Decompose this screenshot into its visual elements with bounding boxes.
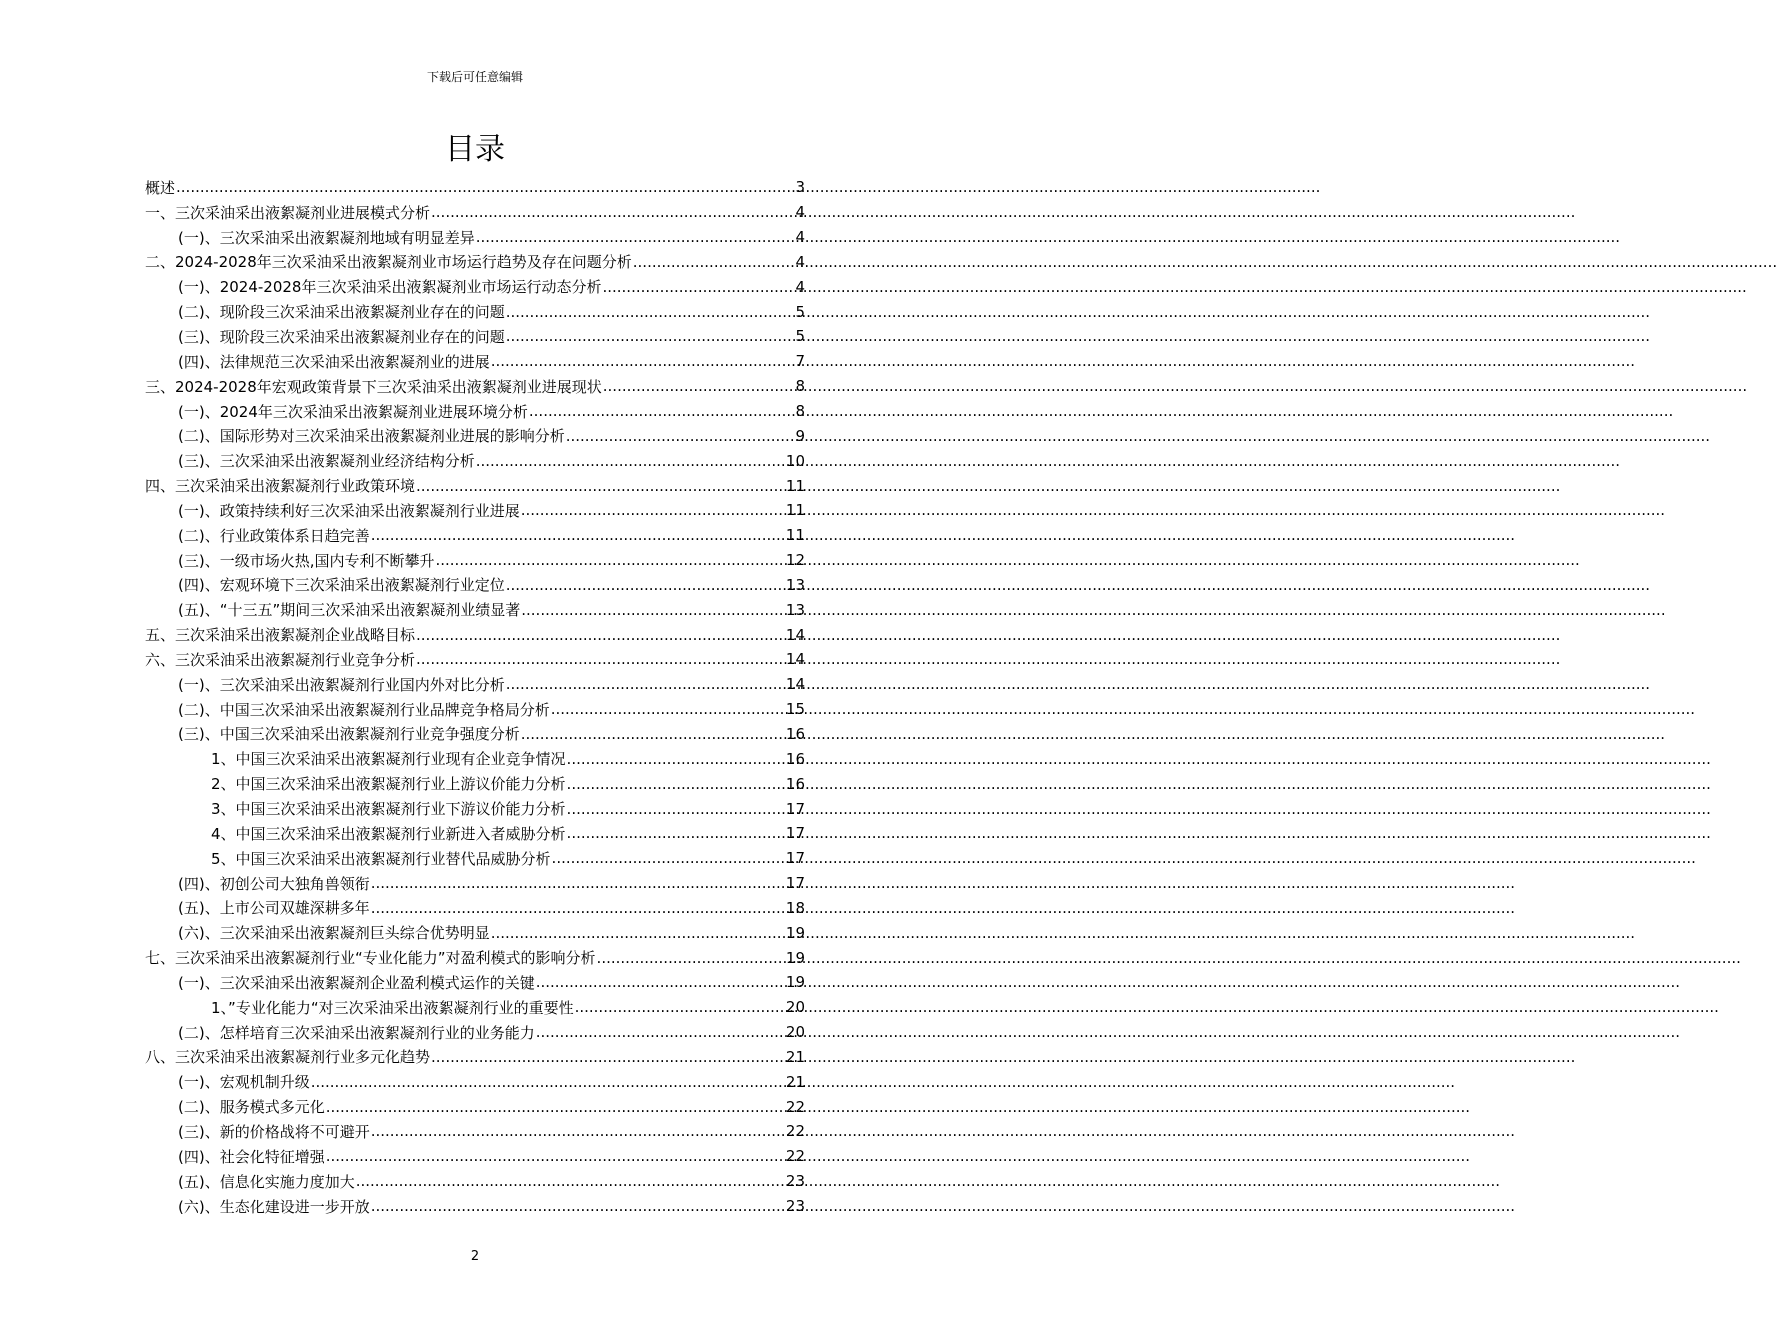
toc-entry[interactable] — [145, 771, 805, 796]
toc-entry-label: 一、三次采油采出液絮凝剂业进展模式分析 — [145, 203, 431, 222]
toc-entry-page: 19 — [785, 948, 805, 967]
toc-entry-page: 14 — [785, 675, 805, 694]
toc-dot-leader — [506, 576, 785, 594]
toc-entry[interactable] — [145, 970, 805, 995]
toc-entry[interactable] — [145, 1144, 805, 1169]
toc-entry-label: (二)、国际形势对三次采油采出液絮凝剂业进展的影响分析 — [178, 427, 565, 446]
toc-entry-label: 三、2024-2028年宏观政策背景下三次采油采出液絮凝剂业进展现状 — [145, 377, 602, 396]
toc-dot-leader — [521, 601, 785, 619]
toc-entry-label: (五)、信息化实施力度加大 — [178, 1172, 355, 1191]
toc-entry-label: 1、”专业化能力“对三次采油采出液絮凝剂行业的重要性 — [211, 998, 574, 1017]
toc-entry[interactable] — [145, 349, 805, 374]
toc-entry[interactable] — [145, 995, 805, 1020]
toc-dot-leader — [371, 1122, 785, 1140]
toc-dot-leader — [633, 253, 795, 271]
toc-dot-leader — [476, 452, 785, 470]
toc-entry-page: 19 — [785, 923, 805, 942]
toc-entry-label: (五)、“十三五”期间三次采油采出液絮凝剂业绩显著 — [178, 601, 521, 620]
toc-entry-page: 4 — [795, 228, 805, 247]
toc-entry[interactable] — [145, 647, 805, 672]
toc-entry-label: (一)、三次采油采出液絮凝剂企业盈利模式运作的关键 — [178, 973, 535, 992]
toc-entry-label: (一)、2024年三次采油采出液絮凝剂业进展环境分析 — [178, 402, 528, 421]
toc-dot-leader — [416, 626, 785, 644]
toc-dot-leader — [551, 700, 785, 718]
toc-dot-leader — [521, 501, 785, 519]
toc-entry-page: 21 — [785, 1072, 805, 1091]
toc-dot-leader — [326, 1098, 785, 1116]
toc-dot-leader — [602, 278, 794, 296]
toc-entry[interactable] — [145, 945, 805, 970]
page-number: 2 — [470, 1249, 480, 1264]
toc-dot-leader — [536, 1023, 785, 1041]
toc-entry[interactable] — [145, 1069, 805, 1094]
toc-entry-label: (二)、现阶段三次采油采出液絮凝剂业存在的问题 — [178, 303, 505, 322]
toc-entry[interactable] — [145, 548, 805, 573]
toc-entry-page: 14 — [785, 650, 805, 669]
toc-entry[interactable] — [145, 250, 805, 275]
toc-dot-leader — [356, 1172, 785, 1190]
toc-dot-leader — [567, 824, 785, 842]
toc-dot-leader — [603, 377, 795, 395]
toc-entry[interactable] — [145, 895, 805, 920]
toc-entry-label: 概述 — [145, 178, 176, 197]
toc-entry[interactable] — [145, 1045, 805, 1070]
toc-dot-leader — [506, 303, 795, 321]
toc-dot-leader — [416, 650, 785, 668]
toc-entry-page: 8 — [795, 402, 805, 421]
toc-entry-label: 五、三次采油采出液絮凝剂企业战略目标 — [145, 626, 416, 645]
toc-entry-label: (三)、一级市场火热,国内专利不断攀升 — [178, 551, 435, 570]
toc-entry-page: 11 — [785, 526, 805, 545]
table-of-contents — [145, 175, 805, 1218]
toc-dot-leader — [371, 899, 785, 917]
toc-dot-leader — [476, 228, 795, 246]
toc-entry-page: 8 — [795, 377, 805, 396]
toc-entry-page: 14 — [785, 625, 805, 644]
toc-entry-page: 10 — [785, 451, 805, 470]
toc-entry[interactable] — [145, 399, 805, 424]
toc-entry-page: 12 — [785, 551, 805, 570]
toc-dot-leader — [431, 203, 794, 221]
toc-entry-label: 3、中国三次采油采出液絮凝剂行业下游议价能力分析 — [211, 800, 566, 819]
toc-entry-page: 18 — [785, 898, 805, 917]
toc-entry-page: 15 — [785, 700, 805, 719]
toc-entry[interactable] — [145, 920, 805, 945]
toc-entry-label: 5、中国三次采油采出液絮凝剂行业替代品威胁分析 — [211, 849, 551, 868]
toc-dot-leader — [521, 725, 785, 743]
toc-entry-page: 9 — [795, 426, 805, 445]
toc-dot-leader — [431, 1048, 785, 1066]
toc-entry-label: 四、三次采油采出液絮凝剂行业政策环境 — [145, 477, 416, 496]
toc-entry[interactable] — [145, 1194, 805, 1219]
toc-entry-page: 17 — [785, 799, 805, 818]
toc-entry-page: 17 — [785, 874, 805, 893]
toc-entry-page: 5 — [795, 302, 805, 321]
toc-dot-leader — [326, 1147, 785, 1165]
toc-entry-label: (一)、三次采油采出液絮凝剂地域有明显差异 — [178, 228, 475, 247]
toc-dot-leader — [176, 178, 794, 196]
toc-entry-page: 20 — [785, 998, 805, 1017]
toc-dot-leader — [567, 775, 785, 793]
toc-entry[interactable] — [145, 1094, 805, 1119]
toc-entry-label: (六)、三次采油采出液絮凝剂巨头综合优势明显 — [178, 924, 490, 943]
toc-entry-label: (四)、社会化特征增强 — [178, 1147, 325, 1166]
toc-entry-page: 5 — [795, 327, 805, 346]
toc-entry-page: 11 — [785, 476, 805, 495]
toc-entry[interactable] — [145, 374, 805, 399]
toc-entry-label: (二)、怎样培育三次采油采出液絮凝剂行业的业务能力 — [178, 1023, 535, 1042]
toc-entry[interactable] — [145, 722, 805, 747]
toc-entry-page: 23 — [785, 1197, 805, 1216]
toc-entry-page: 4 — [795, 203, 805, 222]
toc-entry-page: 13 — [785, 600, 805, 619]
toc-entry-label: (三)、现阶段三次采油采出液絮凝剂业存在的问题 — [178, 327, 505, 346]
toc-entry-label: (二)、服务模式多元化 — [178, 1098, 325, 1117]
toc-entry[interactable] — [145, 175, 805, 200]
toc-dot-leader — [506, 675, 785, 693]
toc-entry-label: 2、中国三次采油采出液絮凝剂行业上游议价能力分析 — [211, 775, 566, 794]
toc-entry-label: (五)、上市公司双雄深耕多年 — [178, 899, 370, 918]
toc-entry-label: 六、三次采油采出液絮凝剂行业竞争分析 — [145, 650, 416, 669]
toc-entry-page: 7 — [795, 352, 805, 371]
toc-entry-label: (二)、行业政策体系日趋完善 — [178, 526, 370, 545]
toc-entry[interactable] — [145, 796, 805, 821]
toc-entry-label: 二、2024-2028年三次采油采出液絮凝剂业市场运行趋势及存在问题分析 — [145, 253, 632, 272]
toc-dot-leader — [567, 800, 785, 818]
toc-dot-leader — [567, 750, 785, 768]
toc-entry-label: 1、中国三次采油采出液絮凝剂行业现有企业竞争情况 — [211, 750, 566, 769]
toc-entry[interactable] — [145, 200, 805, 225]
toc-entry[interactable] — [145, 448, 805, 473]
toc-entry[interactable] — [145, 672, 805, 697]
toc-entry-page: 19 — [785, 973, 805, 992]
toc-dot-leader — [529, 402, 795, 420]
toc-entry[interactable] — [145, 597, 805, 622]
toc-entry[interactable] — [145, 622, 805, 647]
toc-entry-page: 20 — [785, 1023, 805, 1042]
toc-entry[interactable] — [145, 573, 805, 598]
page-title: 目录 — [445, 132, 505, 167]
toc-dot-leader — [371, 874, 785, 892]
toc-dot-leader — [597, 949, 785, 967]
toc-entry[interactable] — [145, 523, 805, 548]
toc-dot-leader — [491, 352, 795, 370]
toc-entry-label: (四)、初创公司大独角兽领衔 — [178, 874, 370, 893]
toc-entry[interactable] — [145, 324, 805, 349]
toc-entry-label: (四)、宏观环境下三次采油采出液絮凝剂行业定位 — [178, 576, 505, 595]
toc-dot-leader — [371, 1197, 785, 1215]
toc-entry[interactable] — [145, 1020, 805, 1045]
toc-dot-leader — [435, 551, 784, 569]
toc-entry[interactable] — [145, 821, 805, 846]
toc-entry-label: (一)、三次采油采出液絮凝剂行业国内外对比分析 — [178, 675, 505, 694]
toc-entry-label: (六)、生态化建设进一步开放 — [178, 1197, 370, 1216]
toc-entry-label: (一)、宏观机制升级 — [178, 1073, 310, 1092]
toc-entry-page: 16 — [785, 774, 805, 793]
toc-entry-label: (三)、三次采油采出液絮凝剂业经济结构分析 — [178, 452, 475, 471]
toc-dot-leader — [311, 1073, 785, 1091]
toc-entry-label: 4、中国三次采油采出液絮凝剂行业新进入者威胁分析 — [211, 824, 566, 843]
toc-entry-page: 23 — [785, 1172, 805, 1191]
toc-entry-page: 4 — [795, 252, 805, 271]
toc-entry-page: 22 — [785, 1147, 805, 1166]
toc-entry-page: 21 — [785, 1047, 805, 1066]
toc-entry-label: 七、三次采油采出液絮凝剂行业“专业化能力”对盈利模式的影响分析 — [145, 949, 596, 968]
toc-entry[interactable] — [145, 423, 805, 448]
toc-entry-page: 16 — [785, 749, 805, 768]
toc-entry-page: 17 — [785, 849, 805, 868]
toc-entry[interactable] — [145, 498, 805, 523]
toc-entry[interactable] — [145, 473, 805, 498]
toc-entry-label: (三)、中国三次采油采出液絮凝剂行业竞争强度分析 — [178, 725, 520, 744]
header-note: 下载后可任意编辑 — [426, 70, 523, 84]
toc-dot-leader — [575, 998, 785, 1016]
toc-dot-leader — [371, 526, 785, 544]
toc-entry[interactable] — [145, 225, 805, 250]
toc-entry-label: (四)、法律规范三次采油采出液絮凝剂业的进展 — [178, 352, 490, 371]
toc-entry-label: (一)、2024-2028年三次采油采出液絮凝剂业市场运行动态分析 — [178, 278, 602, 297]
toc-entry[interactable] — [145, 697, 805, 722]
toc-entry[interactable] — [145, 299, 805, 324]
toc-dot-leader — [552, 849, 785, 867]
toc-entry[interactable] — [145, 1169, 805, 1194]
toc-entry-label: (三)、新的价格战将不可避开 — [178, 1122, 370, 1141]
toc-entry-page: 11 — [785, 501, 805, 520]
toc-entry[interactable] — [145, 274, 805, 299]
toc-dot-leader — [566, 427, 795, 445]
toc-entry[interactable] — [145, 746, 805, 771]
toc-entry-label: (二)、中国三次采油采出液絮凝剂行业品牌竞争格局分析 — [178, 700, 550, 719]
toc-entry-page: 13 — [785, 575, 805, 594]
toc-entry-label: 八、三次采油采出液絮凝剂行业多元化趋势 — [145, 1048, 431, 1067]
toc-entry-page: 3 — [795, 178, 805, 197]
toc-entry[interactable] — [145, 1119, 805, 1144]
toc-entry-page: 16 — [785, 724, 805, 743]
toc-entry[interactable] — [145, 871, 805, 896]
toc-dot-leader — [416, 477, 785, 495]
toc-dot-leader — [536, 973, 785, 991]
toc-entry-page: 4 — [795, 277, 805, 296]
toc-entry-page: 22 — [785, 1122, 805, 1141]
toc-entry-page: 17 — [785, 824, 805, 843]
toc-dot-leader — [506, 327, 795, 345]
toc-entry-page: 22 — [785, 1097, 805, 1116]
toc-entry[interactable] — [145, 846, 805, 871]
toc-entry-label: (一)、政策持续利好三次采油采出液絮凝剂行业进展 — [178, 501, 520, 520]
toc-dot-leader — [491, 924, 785, 942]
